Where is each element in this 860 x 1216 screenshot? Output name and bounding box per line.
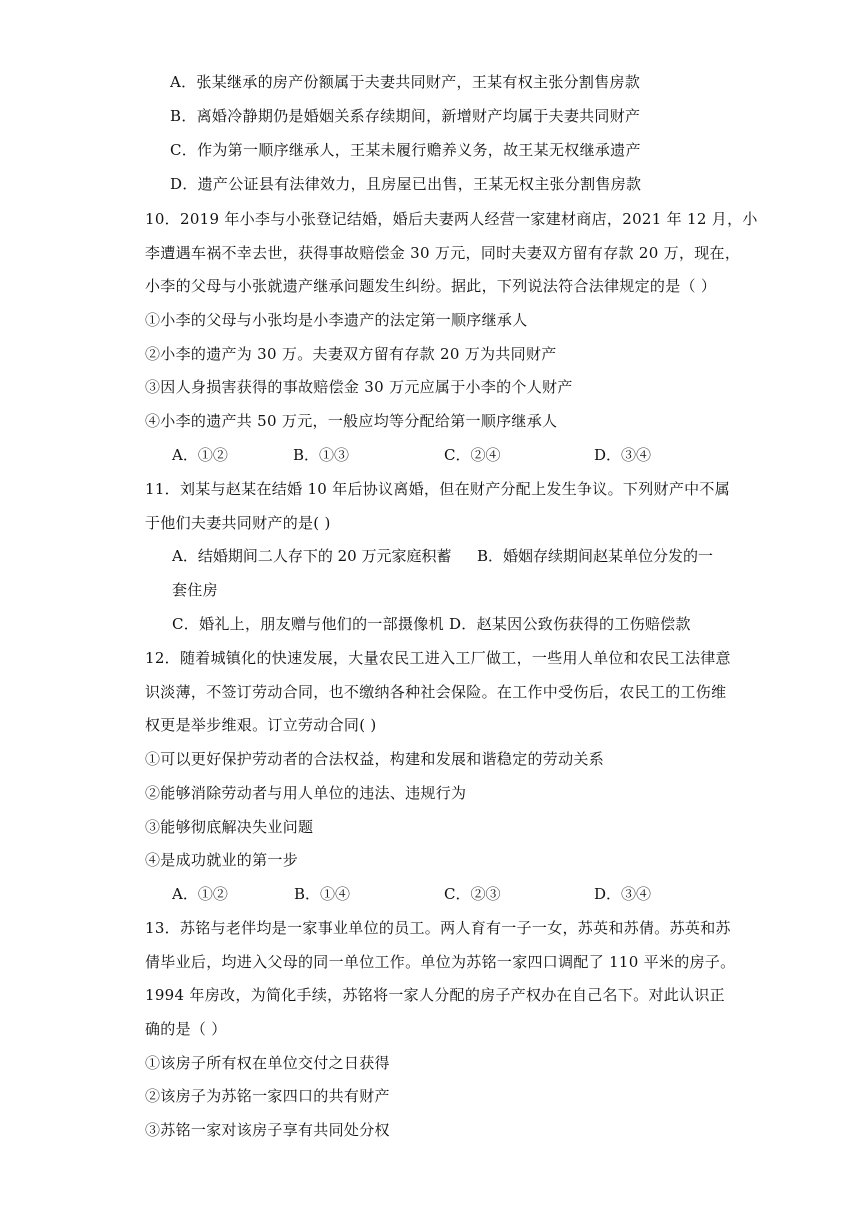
q10-choice-a: A．①② xyxy=(172,446,228,464)
q10-statement-3: ③因人身损害获得的事故赔偿金 30 万元应属于小李的个人财产 xyxy=(145,378,573,396)
q13-statement-3: ③苏铭一家对该房子享有共同处分权 xyxy=(145,1121,390,1139)
q13-stem-line-3: 1994 年房改，为简化手续，苏铭将一家人分配的房子产权办在自己名下。对此认识正 xyxy=(145,986,725,1004)
q10-stem-line-2: 李遭遇车祸不幸去世，获得事故赔偿金 30 万元，同时夫妻双方留有存款 20 万，现在， xyxy=(145,244,741,262)
q12-stem-line-2: 识淡薄，不签订劳动合同，也不缴纳各种社会保险。在工作中受伤后，农民工的工伤维 xyxy=(145,683,727,701)
q12-choice-c: C．②③ xyxy=(444,885,501,903)
q10-stem-line-3: 小李的父母与小张就遗产继承问题发生纠纷。据此，下列说法符合法律规定的是（ ） xyxy=(145,277,717,295)
q11-stem-line-2: 于他们夫妻共同财产的是( ) xyxy=(145,514,331,532)
q9-option-d: D．遗产公证县有法律效力，且房屋已出售，王某无权主张分割售房款 xyxy=(170,175,642,193)
q10-statement-1: ①小李的父母与小张均是小李遗产的法定第一顺序继承人 xyxy=(145,311,528,329)
q13-statement-2: ②该房子为苏铭一家四口的共有财产 xyxy=(145,1087,390,1105)
q10-choice-d: D．③④ xyxy=(594,446,652,464)
q11-option-b-continued: 套住房 xyxy=(172,581,218,599)
q12-choice-d: D．③④ xyxy=(594,885,652,903)
q10-choice-c: C．②④ xyxy=(444,446,501,464)
q12-statement-4: ④是成功就业的第一步 xyxy=(145,851,299,869)
q11-options-row-3: C．婚礼上，朋友赠与他们的一部摄像机 D．赵某因公致伤获得的工伤赔偿款 xyxy=(172,615,691,633)
q12-statement-1: ①可以更好保护劳动者的合法权益，构建和发展和谐稳定的劳动关系 xyxy=(145,750,605,768)
q12-stem-line-3: 权更是举步维艰。订立劳动合同( ) xyxy=(145,716,377,734)
q10-statement-2: ②小李的遗产为 30 万。夫妻双方留有存款 20 万为共同财产 xyxy=(145,345,557,363)
q10-choice-b: B．①③ xyxy=(293,446,350,464)
q9-option-b: B．离婚冷静期仍是婚姻关系存续期间，新增财产均属于夫妻共同财产 xyxy=(170,107,641,125)
q10-stem-line-1: 10．2019 年小李与小张登记结婚，婚后夫妻两人经营一家建材商店，2021 年 12 月，小 xyxy=(145,210,758,228)
q9-option-a: A．张某继承的房产份额属于夫妻共同财产，王某有权主张分割售房款 xyxy=(170,73,641,91)
q11-option-b: B．婚姻存续期间赵某单位分发的一 xyxy=(477,547,714,565)
q12-statement-3: ③能够彻底解决失业问题 xyxy=(145,818,314,836)
q13-stem-line-4: 确的是（ ） xyxy=(145,1020,227,1038)
q12-choice-a: A．①② xyxy=(172,885,228,903)
q11-option-a: A．结婚期间二人存下的 20 万元家庭积蓄 xyxy=(172,547,452,565)
q12-statement-2: ②能够消除劳动者与用人单位的违法、违规行为 xyxy=(145,784,467,802)
q11-stem-line-1: 11．刘某与赵某在结婚 10 年后协议离婚，但在财产分配上发生争议。下列财产中不属 xyxy=(145,480,731,498)
q13-statement-1: ①该房子所有权在单位交付之日获得 xyxy=(145,1054,390,1072)
q13-stem-line-2: 倩毕业后，均进入父母的同一单位工作。单位为苏铭一家四口调配了 110 平米的房子。 xyxy=(145,953,736,971)
q12-choice-b: B．①④ xyxy=(294,885,351,903)
q13-stem-line-1: 13．苏铭与老伴均是一家事业单位的员工。两人育有一子一女，苏英和苏倩。苏英和苏 xyxy=(145,919,731,937)
q12-stem-line-1: 12．随着城镇化的快速发展，大量农民工进入工厂做工，一些用人单位和农民工法律意 xyxy=(145,649,731,667)
q9-option-c: C．作为第一顺序继承人，王某未履行赡养义务，故王某无权继承遗产 xyxy=(170,141,641,159)
q10-statement-4: ④小李的遗产共 50 万元，一般应均等分配给第一顺序继承人 xyxy=(145,412,558,430)
